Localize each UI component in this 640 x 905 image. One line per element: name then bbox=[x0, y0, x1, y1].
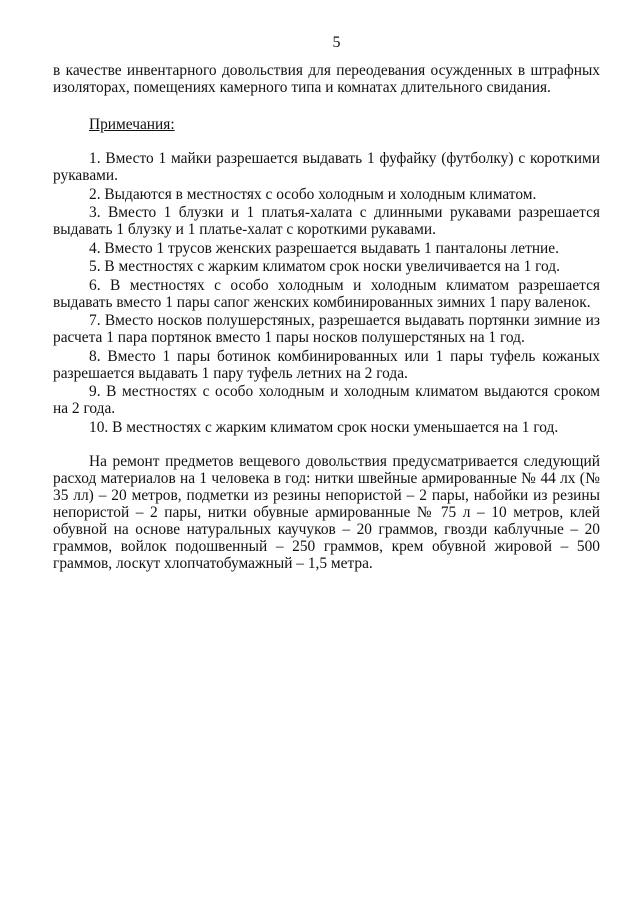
note-item: 6. В местностях с особо холодным и холодным климатом разрешается выдавать вместо 1 пары сапог женских комбинированных зимних 1 пару валенок. bbox=[53, 276, 600, 311]
note-item: 1. Вместо 1 майки разрешается выдавать 1 фуфайку (футболку) с короткими рукавами. bbox=[53, 150, 600, 184]
document-page bbox=[53, 34, 600, 572]
page-number: 5 bbox=[332, 34, 341, 51]
note-item: 3. Вместо 1 блузки и 1 платья-халата с длинными рукавами разрешается выдавать 1 блузку и 1 платье-халат с короткими рукавами. bbox=[53, 204, 600, 238]
note-item: 2. Выдаются в местностях с особо холодным и холодным климатом. bbox=[89, 185, 537, 203]
note-item: 10. В местностях с жарким климатом срок носки уменьшается на 1 год. bbox=[89, 418, 559, 436]
note-item: 7. Вместо носков полушерстяных, разрешается выдавать портянки зимние из расчета 1 пара портянок вместо 1 пары носков полушерстяных на 1 год. bbox=[53, 312, 600, 346]
note-item: 9. В местностях с особо холодным и холодным климатом выдаются сроком на 2 года. bbox=[53, 383, 600, 417]
intro-paragraph: в качестве инвентарного довольствия для переодевания осужденных в штрафных изоляторах, помещениях камерного типа и комнатах длительного свидания. bbox=[53, 62, 600, 96]
note-item: 4. Вместо 1 трусов женских разрешается выдавать 1 панталоны летние. bbox=[89, 239, 559, 257]
repair-materials-paragraph: На ремонт предметов вещевого довольствия предусматривается следующий расход материалов на 1 человека в год: нитки швейные армированные № 44 лх (№ 35 лл) – 20 метров, подметки из резины непористой – 2 пары, набойки из резины непористой – 2 пары, нитки обувные армированные № 75 л – 10 метров, клей обувной на основе натуральных каучуков – 20 граммов, гвозди каблучные – 20 граммов, войлок подошвенный – 250 граммов, крем обувной жировой – 500 граммов, лоскут хлопчатобумажный – 1,5 метра. bbox=[53, 452, 600, 572]
notes-list bbox=[53, 150, 600, 436]
notes-heading: Примечания: bbox=[89, 116, 175, 133]
note-item: 5. В местностях с жарким климатом срок носки увеличивается на 1 год. bbox=[89, 258, 560, 275]
note-item: 8. Вместо 1 пары ботинок комбинированных или 1 пары туфель кожаных разрешается выдавать 1 пару туфель летних на 2 года. bbox=[53, 347, 600, 382]
